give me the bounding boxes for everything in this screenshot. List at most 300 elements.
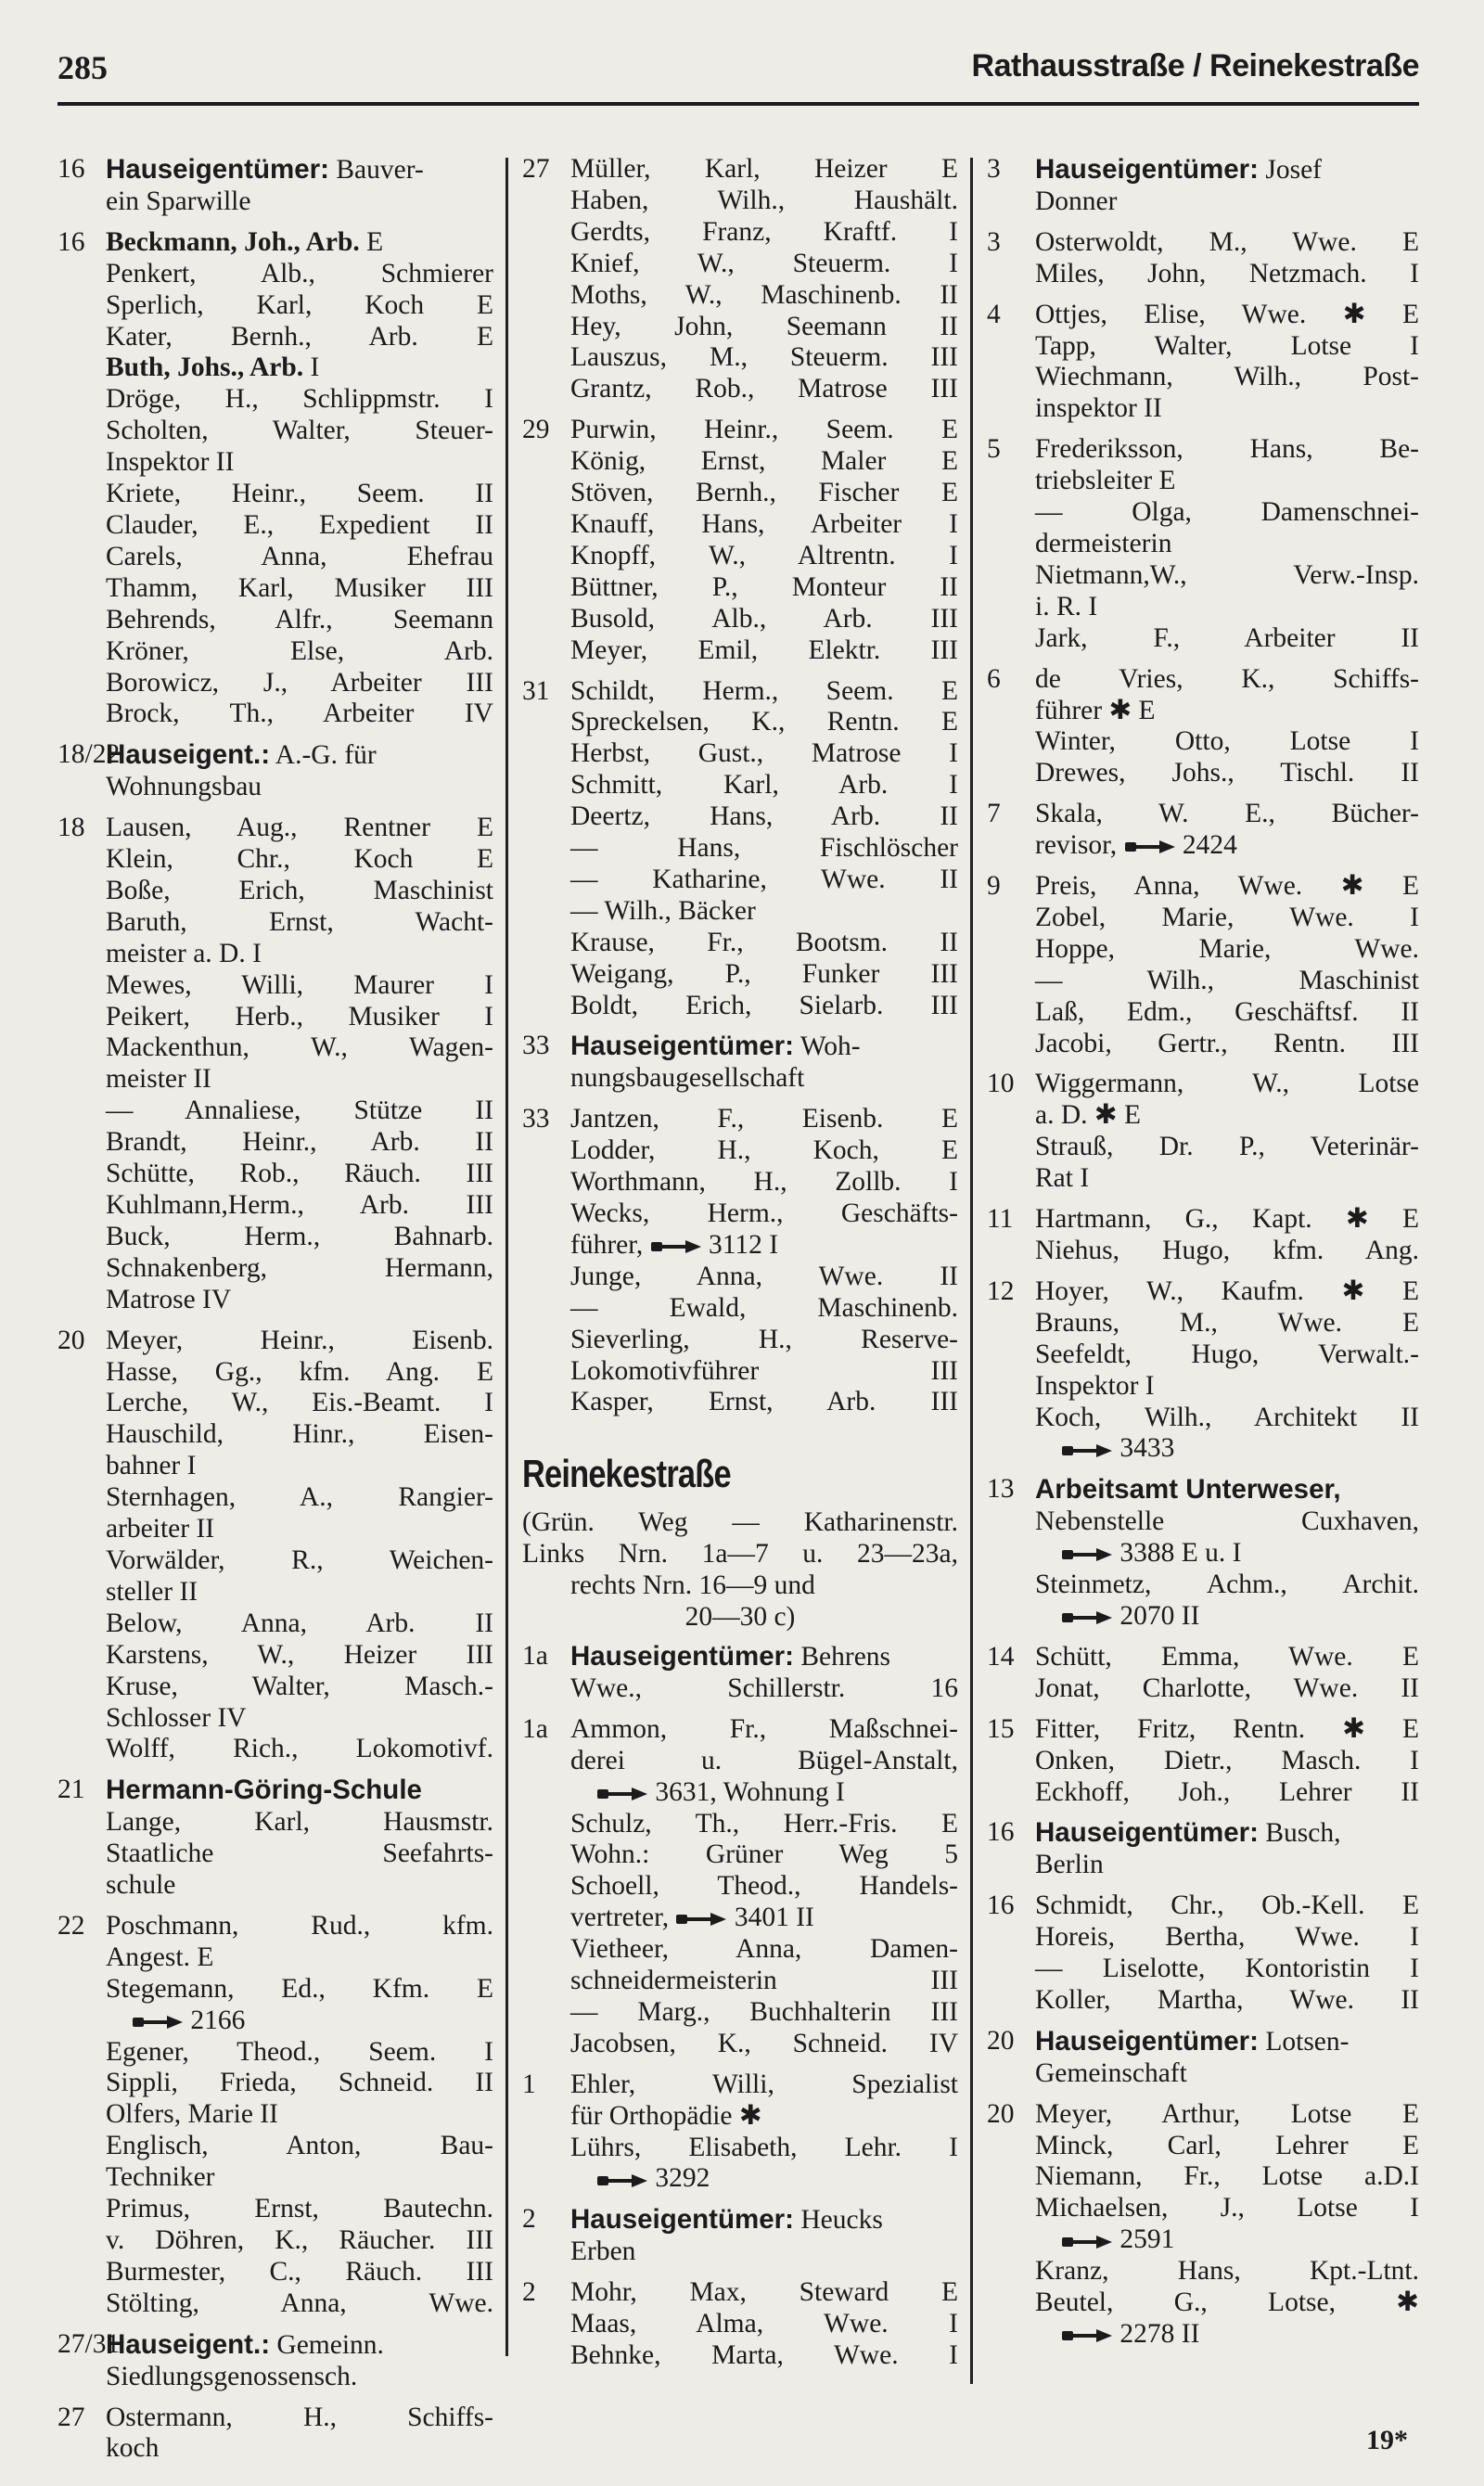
entry-line <box>1035 1777 1419 1809</box>
house-entry <box>522 676 958 1022</box>
entry-line <box>570 2070 958 2101</box>
entry-line <box>570 2101 958 2133</box>
entry-line <box>106 876 493 907</box>
entry-text: Stöven, Bernh., Fischer E <box>570 478 958 508</box>
entry-text: Worthmann, H., Zollb. I <box>570 1167 958 1198</box>
entry-text: Knopff, W., Altrentn. I <box>570 540 958 570</box>
page-header <box>58 48 1419 100</box>
entry-text: Nebenstelle Cuxhaven, <box>1035 1506 1419 1537</box>
entry-text: vertreter, <box>570 1903 670 1933</box>
entry-line <box>570 1135 958 1167</box>
house-number: 5 <box>987 434 1001 465</box>
entry-text: Busold, Alb., Arb. III <box>570 603 958 634</box>
entry-text: Lotsen- <box>1258 2026 1350 2057</box>
telephone-icon <box>1061 1442 1113 1459</box>
house-entry <box>522 2204 958 2268</box>
entry-line <box>106 1775 493 1807</box>
entry-line <box>106 698 493 730</box>
owner-label: Hauseigent.: <box>106 2328 271 2360</box>
entry-text: führer, <box>570 1229 644 1260</box>
entry-text: Bauver- <box>328 155 424 185</box>
entry-line <box>1035 1714 1419 1746</box>
entry-text: Josef <box>1258 155 1322 185</box>
owner-label: Hauseigentümer: <box>570 1640 794 1672</box>
entry-text: Eckhoff, Joh., Lehrer II <box>1035 1776 1419 1807</box>
entry-text: Miles, John, Netzmach. I <box>1035 258 1419 288</box>
house-entry <box>987 2099 1419 2351</box>
entry-text: Winter, Otto, Lotse I <box>1035 726 1419 757</box>
house-number: 4 <box>987 299 1001 329</box>
house-entry <box>987 664 1419 790</box>
entry-line <box>570 312 958 343</box>
entry-line <box>1035 1403 1419 1434</box>
entry-text: — Wilh., Maschinist <box>1035 965 1419 995</box>
phone-number: 2591 <box>1113 2224 1175 2255</box>
column-divider <box>970 158 973 2384</box>
entry-line <box>1035 362 1419 393</box>
entry-line <box>1035 623 1419 655</box>
house-number: 18/22 <box>58 739 121 770</box>
entry-line <box>570 2309 958 2340</box>
entry-line <box>1035 1371 1419 1403</box>
owner-label: Hauseigent.: <box>106 739 271 771</box>
entry-text: Meyer, Emil, Elektr. III <box>570 634 958 665</box>
column-divider <box>505 158 508 2356</box>
entry-text: Hasse, Gg., kfm. Ang. E <box>106 1356 493 1387</box>
entry-text: steller II <box>106 1576 198 1607</box>
entry-line <box>570 1325 958 1356</box>
entry-line <box>1035 997 1419 1029</box>
phone-number: 3388 E u. I <box>1113 1538 1242 1569</box>
house-entry <box>522 1031 958 1095</box>
entry-line <box>106 739 493 772</box>
entry-text: Hoppe, Marie, Wwe. <box>1035 933 1419 964</box>
column-middle <box>522 154 958 2436</box>
entry-line <box>1035 2099 1419 2131</box>
entry-line <box>106 1640 493 1672</box>
entry-line <box>1035 799 1419 830</box>
entry-text: Niemann, Fr., Lotse a.D.I <box>1035 2161 1419 2192</box>
entry-text: Burmester, C., Räuch. III <box>106 2256 493 2287</box>
entry-text: Wwe., Schillerstr. 16 <box>570 1672 958 1703</box>
house-entry <box>522 2070 958 2196</box>
entry-line <box>1035 466 1419 497</box>
entry-line <box>106 416 493 447</box>
running-head: Rathausstraße / Reinekestraße <box>971 48 1419 83</box>
street-note-line: (Grün. Weg — Katharinenstr. <box>522 1507 958 1538</box>
entry-text: Hauschild, Hinr., Eisen- <box>106 1419 493 1450</box>
telephone-icon <box>1124 839 1176 855</box>
column-left <box>58 154 493 2464</box>
house-number: 31 <box>522 675 550 706</box>
entry-text: Angest. E <box>106 1941 214 1972</box>
owner-label: Hauseigentümer: <box>106 154 329 185</box>
entry-text: Knauff, Hans, Arbeiter I <box>570 508 958 539</box>
entry-line <box>570 446 958 478</box>
entry-text: Wohn.: Grüner Weg 5 <box>570 1839 958 1870</box>
entry-text: Techniker <box>106 2162 215 2193</box>
house-entry <box>987 1642 1419 1705</box>
entry-line <box>1035 758 1419 789</box>
entry-line <box>1035 1985 1419 2017</box>
entry-text: Inspektor I <box>1035 1370 1155 1401</box>
entry-line <box>106 605 493 636</box>
entry-line <box>570 1031 958 1063</box>
entry-text: Horeis, Bertha, Wwe. I <box>1035 1922 1419 1953</box>
entry-line <box>570 342 958 374</box>
entry-line <box>106 1419 493 1451</box>
entry-text: — Olga, Damenschnei- <box>1035 497 1419 528</box>
entry-line <box>106 1285 493 1316</box>
house-number: 13 <box>987 1474 1015 1505</box>
entry-text: Behrens <box>793 1641 891 1672</box>
entry-line <box>1035 1132 1419 1163</box>
entry-text: Schütt, Emma, Wwe. E <box>1035 1641 1419 1672</box>
entry-line <box>106 970 493 1002</box>
entry-line <box>106 1096 493 1127</box>
entry-text: inspektor II <box>1035 393 1162 424</box>
entry-line <box>570 738 958 770</box>
house-entry <box>58 739 493 803</box>
telephone-icon <box>596 2172 648 2189</box>
entry-text: Lauszus, M., Steuerm. III <box>570 342 958 373</box>
entry-text: Behnke, Marta, Wwe. I <box>570 2340 958 2370</box>
entry-line <box>570 2163 958 2195</box>
entry-line <box>106 1127 493 1159</box>
entry-text: Büttner, P., Monteur II <box>570 571 958 602</box>
entry-text: revisor, <box>1035 830 1118 861</box>
entry-line <box>570 478 958 509</box>
house-number: 2 <box>522 2277 536 2308</box>
street-note-line: Links Nrn. 1a—7 u. 23—23a, <box>522 1539 958 1570</box>
entry-text: v. Döhren, K., Räucher. III <box>106 2225 493 2255</box>
phone-number: 2070 II <box>1113 1600 1200 1631</box>
entry-text: nungsbaugesellschaft <box>570 1063 805 1094</box>
street-note-line: 20—30 c) <box>684 1602 796 1633</box>
entry-text: arbeiter II <box>106 1514 215 1544</box>
house-number: 21 <box>58 1775 85 1805</box>
entry-text: Koch, Wilh., Architekt II <box>1035 1402 1419 1432</box>
entry-text: Schildt, Herm., Seem. E <box>570 675 958 706</box>
entry-line <box>106 542 493 573</box>
entry-text: Jantzen, F., Eisenb. E <box>570 1104 958 1134</box>
entry-line <box>570 1673 958 1705</box>
entry-text: Wolff, Rich., Lokomotivf. <box>106 1734 493 1764</box>
entry-text: schneidermeisterin III <box>570 1966 958 1996</box>
entry-line <box>1035 2058 1419 2090</box>
entry-line <box>1035 1339 1419 1371</box>
entry-line <box>106 844 493 876</box>
entry-line <box>106 2433 493 2465</box>
house-number: 15 <box>987 1713 1015 1744</box>
street-title: Reinekestraße <box>522 1452 731 1496</box>
house-entry <box>58 1911 493 2320</box>
house-number: 20 <box>987 2025 1015 2056</box>
entry-line <box>106 1032 493 1064</box>
entry-text: koch <box>106 2433 160 2464</box>
entry-text: Tapp, Walter, Lotse I <box>1035 330 1419 361</box>
house-number: 2 <box>522 2204 536 2235</box>
entry-line <box>1035 2193 1419 2224</box>
entry-line <box>1035 1276 1419 1308</box>
telephone-icon <box>596 1786 648 1802</box>
entry-line <box>106 1514 493 1545</box>
signature-mark: 19* <box>1366 2425 1408 2455</box>
entry-text: Kater, Bernh., Arb. E <box>106 321 493 352</box>
entry-line <box>570 541 958 572</box>
entry-text: Niehus, Hugo, kfm. Ang. <box>1035 1236 1419 1265</box>
entry-line <box>106 2068 493 2099</box>
entry-text: Hoyer, W., Kaufm. ✱ E <box>1035 1275 1419 1306</box>
entry-text: Brock, Th., Arbeiter IV <box>106 698 493 729</box>
entry-line <box>106 1703 493 1735</box>
phone-number: 3433 <box>1113 1433 1175 1464</box>
phone-number: 3112 I <box>701 1229 779 1260</box>
entry-text: — Marg., Buchhalterin III <box>570 1996 958 2027</box>
entry-text: Lausen, Aug., Rentner E <box>106 813 493 843</box>
entry-line <box>1035 1069 1419 1100</box>
entry-line <box>570 707 958 738</box>
house-entry <box>522 1714 958 2060</box>
house-entry <box>987 1204 1419 1267</box>
entry-line <box>570 2204 958 2236</box>
entry-text: Mewes, Willi, Maurer I <box>106 969 493 1000</box>
entry-text: führer ✱ E <box>1035 695 1156 725</box>
telephone-icon <box>132 2014 184 2031</box>
house-number: 11 <box>987 1204 1014 1235</box>
entry-text: Erben <box>570 2236 636 2267</box>
entry-line <box>1035 592 1419 623</box>
entry-line <box>570 1230 958 1262</box>
entry-text: Jonat, Charlotte, Wwe. II <box>1035 1672 1419 1703</box>
entry-line <box>570 1262 958 1293</box>
owner-label: Hauseigentümer: <box>570 2204 794 2236</box>
entry-line <box>1035 1538 1419 1570</box>
entry-text: Woh- <box>793 1032 861 1062</box>
header-rule <box>58 102 1419 106</box>
entry-line <box>1035 1922 1419 1954</box>
entry-text: Kriete, Heinr., Seem. II <box>106 479 493 509</box>
entry-text: Beutel, G., Lotse, ✱ <box>1035 2287 1419 2318</box>
house-entry <box>522 2277 958 2372</box>
house-number: 27 <box>58 2402 85 2432</box>
entry-line <box>106 1577 493 1608</box>
phone-number: 3401 II <box>727 1903 814 1933</box>
entry-line <box>570 635 958 667</box>
entry-line <box>1035 2319 1419 2351</box>
entry-text: Sternhagen, A., Rangier- <box>106 1482 493 1513</box>
entry-line <box>106 2362 493 2393</box>
entry-text: Scholten, Walter, Steuer- <box>106 416 493 446</box>
entry-line <box>1035 1163 1419 1195</box>
entry-line <box>1035 1433 1419 1465</box>
owner-label: Hauseigentümer: <box>1035 154 1259 185</box>
owner-label: Arbeitsamt Unterweser, <box>1035 1474 1341 1506</box>
entry-line <box>106 1002 493 1033</box>
entry-line <box>106 1807 493 1839</box>
entry-text: Borowicz, J., Arbeiter III <box>106 667 493 698</box>
house-entry <box>987 1890 1419 2017</box>
entry-text: A.-G. für <box>270 740 377 771</box>
house-entry <box>58 2329 493 2393</box>
house-entry <box>987 154 1419 218</box>
entry-text: Dröge, H., Schlippmstr. I <box>106 384 493 415</box>
house-entry <box>522 154 958 405</box>
entry-line <box>106 447 493 479</box>
entry-text: Kruse, Walter, Masch.- <box>106 1671 493 1701</box>
entry-text: Hartmann, G., Kapt. ✱ E <box>1035 1204 1419 1235</box>
entry-text: Kuhlmann,Herm., Arb. III <box>106 1190 493 1220</box>
entry-line <box>106 1159 493 1190</box>
entry-line <box>570 676 958 708</box>
entry-text: ein Sparwille <box>106 186 251 216</box>
entry-line <box>570 1809 958 1840</box>
entry-line <box>570 415 958 446</box>
entry-line <box>1035 1100 1419 1132</box>
entry-line <box>1035 2161 1419 2193</box>
house-number: 22 <box>58 1910 85 1941</box>
entry-line <box>570 186 958 217</box>
entry-line <box>1035 1029 1419 1060</box>
house-entry <box>987 434 1419 654</box>
entry-line <box>570 2029 958 2060</box>
entry-text: triebsleiter E <box>1035 466 1176 496</box>
entry-text: Lodder, H., Koch, E <box>570 1135 958 1166</box>
entry-text: — Katharine, Wwe. II <box>570 864 958 894</box>
house-entry <box>987 300 1419 426</box>
entry-text: Inspektor II <box>106 447 235 478</box>
entry-text: Peikert, Herb., Musiker I <box>106 1001 493 1032</box>
entry-text: Ostermann, H., Schiffs- <box>106 2402 493 2432</box>
house-entry <box>987 1714 1419 1809</box>
entry-text: Stegemann, Ed., Kfm. E <box>106 1973 493 2004</box>
entry-text: für Orthopädie ✱ <box>570 2100 762 2131</box>
entry-line <box>106 2162 493 2194</box>
entry-line <box>570 1198 958 1230</box>
entry-text: Ammon, Fr., Maßschnei- <box>570 1713 958 1744</box>
entry-text: Below, Anna, Arb. II <box>106 1608 493 1638</box>
entry-text: Poschmann, Rud., kfm. <box>106 1910 493 1941</box>
house-number: 1a <box>522 1713 548 1744</box>
entry-line <box>1035 1746 1419 1777</box>
entry-text: I <box>303 352 320 383</box>
house-entry <box>58 154 493 218</box>
entry-line <box>570 572 958 604</box>
entry-line <box>1035 2256 1419 2287</box>
entry-text: Jacobsen, K., Schneid. IV <box>570 2028 958 2058</box>
house-entry <box>522 1104 958 1418</box>
entry-line <box>1035 2026 1419 2058</box>
entry-text: Minck, Carl, Lehrer E <box>1035 2130 1419 2160</box>
house-entry <box>58 813 493 1316</box>
entry-text: Junge, Anna, Wwe. II <box>570 1261 958 1291</box>
entry-text: Brandt, Heinr., Arb. II <box>106 1127 493 1158</box>
house-number: 1a <box>522 1640 548 1671</box>
entry-line <box>106 2225 493 2257</box>
entry-text: Gerdts, Franz, Kraftf. I <box>570 216 958 247</box>
entry-line <box>106 227 493 259</box>
entry-line <box>106 1357 493 1389</box>
entry-text: Gemeinschaft <box>1035 2057 1187 2088</box>
entry-line <box>570 154 958 186</box>
house-number: 16 <box>58 154 85 184</box>
entry-line <box>570 1997 958 2029</box>
entry-text: Frederiksson, Hans, Be- <box>1035 434 1419 465</box>
entry-line <box>1035 497 1419 529</box>
entry-text: Seefeldt, Hugo, Verwalt.- <box>1035 1339 1419 1369</box>
entry-text: Kasper, Ernst, Arb. III <box>570 1387 958 1417</box>
entry-text: Steinmetz, Achm., Archit. <box>1035 1570 1419 1600</box>
entry-text: Herbst, Gust., Matrose I <box>570 738 958 769</box>
entry-text: schule <box>106 1870 176 1901</box>
entry-text: a. D. ✱ E <box>1035 1100 1142 1131</box>
bold-name: Beckmann, Joh., Arb. <box>106 226 360 257</box>
entry-text: Strauß, Dr. P., Veterinär- <box>1035 1132 1419 1162</box>
entry-text: Vietheer, Anna, Damen- <box>570 1934 958 1965</box>
house-number: 14 <box>987 1641 1015 1672</box>
column-right <box>987 154 1419 2436</box>
house-number: 9 <box>987 871 1001 902</box>
house-entry <box>58 227 493 731</box>
entry-line <box>106 2194 493 2225</box>
house-number: 16 <box>987 1890 1015 1921</box>
entry-text: — Ewald, Maschinenb. <box>570 1292 958 1323</box>
entry-text: Wiechmann, Wilh., Post- <box>1035 362 1419 392</box>
entry-text: Klein, Chr., Koch E <box>106 844 493 875</box>
owner-label: Hermann-Göring-Schule <box>106 1775 422 1806</box>
entry-text: Schulz, Th., Herr.-Fris. E <box>570 1808 958 1839</box>
entry-text: Schoell, Theod., Handels- <box>570 1871 958 1902</box>
entry-line <box>1035 259 1419 290</box>
entry-line <box>106 668 493 699</box>
entry-text: Ehler, Willi, Spezialist <box>570 2069 958 2099</box>
entry-text: Baruth, Ernst, Wacht- <box>106 906 493 937</box>
entry-line <box>106 1388 493 1419</box>
entry-text: Purwin, Heinr., Seem. E <box>570 415 958 445</box>
telephone-icon <box>1061 1546 1113 1563</box>
entry-text: Müller, Karl, Heizer E <box>570 154 958 184</box>
entry-line <box>570 2236 958 2268</box>
entry-text: bahner I <box>106 1451 197 1481</box>
entry-line <box>106 939 493 970</box>
entry-text: Heucks <box>793 2205 883 2236</box>
telephone-icon <box>1061 1609 1113 1626</box>
entry-line <box>570 991 958 1022</box>
phone-number: 2278 II <box>1113 2319 1200 2349</box>
house-number: 12 <box>987 1275 1015 1306</box>
entry-text: Skala, W. E., Bücher- <box>1035 799 1419 829</box>
entry-line <box>106 1974 493 2005</box>
entry-line <box>570 865 958 896</box>
house-entry <box>987 871 1419 1059</box>
house-number: 18 <box>58 813 85 843</box>
house-entry <box>522 1641 958 1705</box>
street-note-line: rechts Nrn. 16—9 und <box>570 1570 815 1601</box>
entry-line <box>1035 871 1419 903</box>
entry-text: Meyer, Heinr., Eisenb. <box>106 1325 493 1355</box>
phone-number: 2166 <box>184 2005 246 2035</box>
entry-text: Weigang, P., Funker III <box>570 958 958 989</box>
entry-text: Haben, Wilh., Haushält. <box>570 185 958 215</box>
entry-line <box>1035 966 1419 997</box>
entry-text: Knief, W., Steuerm. I <box>570 248 958 278</box>
entry-line <box>106 259 493 290</box>
entry-line <box>570 249 958 280</box>
phone-number: 3631, Wohnung I <box>648 1776 845 1807</box>
bold-name: Buth, Johs., Arb. <box>106 352 304 383</box>
entry-text: Preis, Anna, Wwe. ✱ E <box>1035 871 1419 902</box>
entry-line <box>106 1608 493 1640</box>
